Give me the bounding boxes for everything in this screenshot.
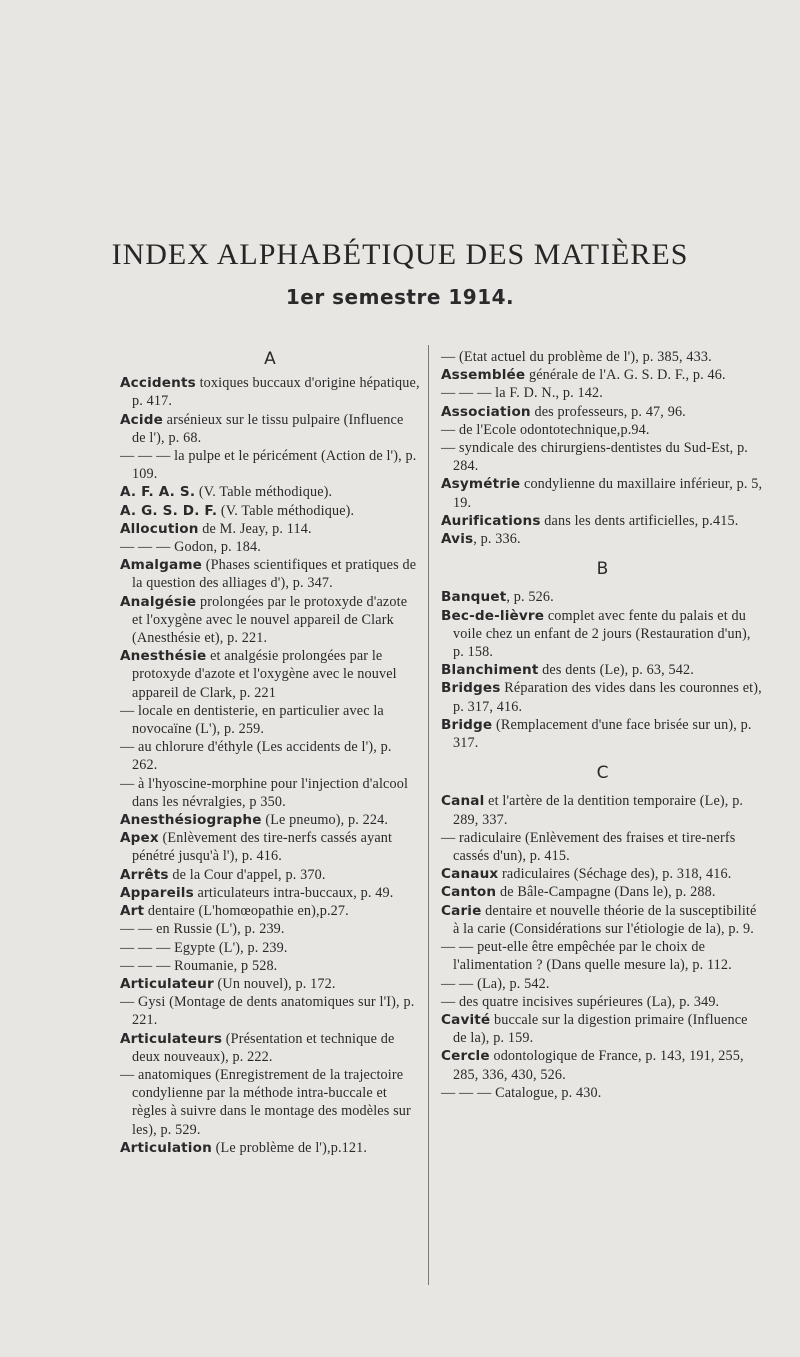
entry-keyword: Carie	[441, 902, 482, 919]
entry-text: des professeurs, p. 47, 96.	[530, 403, 686, 420]
entry-text: — de l'Ecole odontotechnique,p.94.	[441, 421, 650, 438]
index-entry	[120, 920, 420, 938]
entry-text: — — (La), p. 542.	[441, 975, 550, 992]
index-entry	[441, 902, 764, 938]
entry-text: complet avec fente du palais et du voile chez un enfant de 2 jours (Restauration d'un), p. 158.	[453, 607, 751, 661]
entry-text: et analgésie prolongées par le protoxyde d'azote et l'oxygène avec le nouvel appareil de Clark, p. 221	[132, 648, 397, 701]
index-entry	[120, 1030, 420, 1066]
entry-text: — au chlorure d'éthyle (Les accidents de l'), p. 262.	[120, 739, 392, 774]
entry-text: radiculaires (Séchage des), p. 318, 416.	[498, 866, 732, 883]
entry-keyword: Anesthésie	[120, 648, 207, 665]
index-entry	[441, 512, 764, 530]
section-letter: A	[264, 349, 276, 369]
entry-keyword: Cavité	[441, 1011, 491, 1028]
index-entry	[120, 738, 420, 774]
entry-text: — anatomiques (Enregistrement de la trajectoire condylienne par la méthode intra-buccale et règles à suivre dans le montage des modèles sur les), p. 529.	[120, 1066, 411, 1138]
right-column	[441, 348, 764, 1102]
index-entry	[120, 538, 420, 556]
entry-text: — radiculaire (Enlèvement des fraises et tire-nerfs cassés d'un), p. 415.	[441, 829, 736, 865]
index-entry	[120, 866, 420, 884]
entry-keyword: Articulateurs	[120, 1030, 223, 1047]
entry-text: — à l'hyoscine-morphine pour l'injection d'alcool dans les névralgies, p 350.	[120, 775, 409, 810]
index-entry	[120, 993, 420, 1029]
entry-keyword: Aurifications	[441, 512, 541, 529]
index-entry	[441, 1084, 764, 1102]
entry-text: prolongées par le protoxyde d'azote et l'oxygène avec le nouvel appareil de Clark (Anesthésie et), p. 221.	[132, 593, 408, 647]
index-entry	[120, 1139, 420, 1157]
entry-text: — Gysi (Montage de dents anatomiques sur l'I), p. 221.	[120, 994, 415, 1029]
entry-text: (Le pneumo), p. 224.	[261, 812, 389, 829]
entry-text: dentaire et nouvelle théorie de la susceptibilité à la carie (Considérations sur l'étiologie de la), p. 9.	[453, 902, 757, 937]
index-entry	[441, 348, 764, 366]
entry-keyword: Art	[120, 903, 145, 920]
entry-text: toxiques buccaux d'origine hépatique, p. 417.	[132, 375, 420, 410]
index-entry	[120, 502, 420, 520]
entry-text: (Phases scientifiques et pratiques de la question des alliages d'), p. 347.	[132, 557, 417, 592]
entry-keyword: Canaux	[441, 866, 499, 883]
entry-text: buccale sur la digestion primaire (Influence de la), p. 159.	[453, 1011, 748, 1047]
entry-keyword: Bec-de-lièvre	[441, 607, 545, 624]
index-entry	[441, 679, 764, 715]
entry-text: arsénieux sur le tissu pulpaire (Influence de l'), p. 68.	[132, 411, 404, 446]
entry-text: — — en Russie (L'), p. 239.	[120, 921, 285, 938]
index-entry	[441, 366, 764, 384]
entry-keyword: Appareils	[120, 884, 194, 901]
index-entry	[120, 702, 420, 738]
entry-text: — — — Roumanie, p 528.	[120, 957, 278, 974]
entry-keyword: Bridge	[441, 716, 493, 733]
entry-keyword: Acide	[120, 411, 163, 428]
left-column	[120, 348, 420, 1157]
entry-text: , p. 336.	[473, 531, 521, 548]
index-entry	[441, 384, 764, 402]
index-entry	[120, 447, 420, 483]
entry-text: Réparation des vides dans les couronnes et), p. 317, 416.	[453, 680, 762, 715]
entry-keyword: Cercle	[441, 1048, 490, 1065]
entry-keyword: Anesthésiographe	[120, 812, 262, 829]
index-entry	[441, 975, 764, 993]
column-divider	[428, 345, 429, 1285]
entry-text: (Enlèvement des tire-nerfs cassés ayant pénétré jusqu'à l'), p. 416.	[132, 830, 393, 865]
index-entry	[441, 938, 764, 974]
entry-text: (V. Table méthodique).	[195, 484, 333, 501]
entry-text: des dents (Le), p. 63, 542.	[538, 662, 694, 679]
index-entry	[120, 556, 420, 592]
index-entry	[441, 588, 764, 606]
index-entry	[120, 411, 420, 447]
index-entry	[441, 607, 764, 662]
index-entry	[441, 865, 764, 883]
entry-keyword: Bridges	[441, 680, 501, 697]
index-entry	[441, 883, 764, 901]
index-entry	[120, 1066, 420, 1139]
index-entry	[120, 957, 420, 975]
entry-text: — — — Godon, p. 184.	[120, 539, 261, 556]
index-entry	[120, 902, 420, 920]
entry-keyword: Articulation	[120, 1139, 212, 1156]
entry-text: (Présentation et technique de deux nouveaux), p. 222.	[132, 1030, 395, 1065]
entry-text: — — — Egypte (L'), p. 239.	[120, 939, 288, 956]
entry-keyword: Apex	[120, 830, 159, 847]
index-entry	[120, 647, 420, 702]
index-entry	[441, 716, 764, 752]
entry-text: de Bâle-Campagne (Dans le), p. 288.	[496, 884, 716, 901]
entry-text: — locale en dentisterie, en particulier avec la novocaïne (L'), p. 259.	[120, 702, 384, 738]
index-entry	[441, 1047, 764, 1083]
index-entry	[120, 884, 420, 902]
index-entry	[441, 792, 764, 828]
entry-keyword: Avis	[441, 531, 474, 548]
entry-keyword: Amalgame	[120, 557, 203, 574]
entry-text: — des quatre incisives supérieures (La), p. 349.	[441, 993, 720, 1010]
entry-keyword: Banquet	[441, 589, 507, 606]
entry-text: dans les dents artificielles, p.415.	[540, 512, 739, 529]
entry-text: dentaire (L'homœopathie en),p.27.	[144, 903, 349, 920]
entry-keyword: A. F. A. S.	[120, 484, 196, 501]
index-entry	[441, 421, 764, 439]
entry-keyword: Accidents	[120, 375, 196, 392]
index-entry	[120, 593, 420, 648]
section-letter: B	[596, 559, 609, 580]
index-entry	[120, 520, 420, 538]
entry-keyword: A. G. S. D. F.	[120, 502, 218, 519]
index-entry	[120, 483, 420, 501]
entry-text: (Remplacement d'une face brisée sur un), p. 317.	[453, 716, 752, 752]
entry-text: — syndicale des chirurgiens-dentistes du Sud-Est, p. 284.	[441, 440, 749, 475]
index-entry	[120, 975, 420, 993]
index-entry	[441, 829, 764, 865]
index-entry	[441, 475, 764, 511]
index-entry	[441, 439, 764, 475]
index-entry	[120, 374, 420, 410]
page-title: INDEX ALPHABÉTIQUE DES MATIÈRES	[111, 238, 689, 271]
index-entry	[441, 993, 764, 1011]
entry-text: — — peut-elle être empêchée par le choix de l'alimentation ? (Dans quelle mesure la), p. 112.	[441, 939, 732, 974]
index-entry	[441, 530, 764, 548]
entry-text: générale de l'A. G. S. D. F., p. 46.	[525, 367, 726, 384]
entry-text: — (Etat actuel du problème de l'), p. 385, 433.	[441, 349, 712, 365]
entry-text: (V. Table méthodique).	[217, 502, 355, 519]
entry-keyword: Asymétrie	[441, 476, 521, 493]
index-entry	[120, 939, 420, 957]
page-subtitle: 1er semestre 1914.	[285, 285, 515, 309]
entry-keyword: Arrêts	[120, 866, 169, 883]
entry-text: de M. Jeay, p. 114.	[198, 520, 312, 537]
entry-keyword: Association	[441, 403, 531, 420]
entry-keyword: Analgésie	[120, 593, 197, 610]
entry-keyword: Assemblée	[441, 367, 526, 384]
entry-text: condylienne du maxillaire inférieur, p. 5, 19.	[453, 476, 763, 511]
entry-text: et l'artère de la dentition temporaire (Le), p. 289, 337.	[453, 793, 744, 828]
section-letter: C	[596, 763, 609, 784]
index-entry	[441, 1011, 764, 1047]
entry-text: (Un nouvel), p. 172.	[213, 975, 336, 992]
entry-text: odontologique de France, p. 143, 191, 255, 285, 336, 430, 526.	[453, 1048, 744, 1083]
index-entry	[441, 403, 764, 421]
index-entry	[120, 775, 420, 811]
entry-text: — — — la F. D. N., p. 142.	[441, 385, 603, 402]
entry-text: , p. 526.	[506, 589, 554, 606]
entry-keyword: Blanchiment	[441, 662, 539, 679]
entry-keyword: Canton	[441, 884, 497, 901]
entry-text: de la Cour d'appel, p. 370.	[168, 866, 326, 883]
index-entry	[120, 829, 420, 865]
index-entry	[441, 661, 764, 679]
entry-keyword: Articulateur	[120, 975, 214, 992]
entry-text: (Le problème de l'),p.121.	[211, 1139, 368, 1156]
entry-text: — — — la pulpe et le péricément (Action de l'), p. 109.	[120, 448, 417, 483]
entry-text: articulateurs intra-buccaux, p. 49.	[193, 884, 394, 901]
entry-text: — — — Catalogue, p. 430.	[441, 1084, 602, 1101]
entry-keyword: Allocution	[120, 520, 199, 537]
entry-keyword: Canal	[441, 793, 485, 810]
index-entry	[120, 811, 420, 829]
